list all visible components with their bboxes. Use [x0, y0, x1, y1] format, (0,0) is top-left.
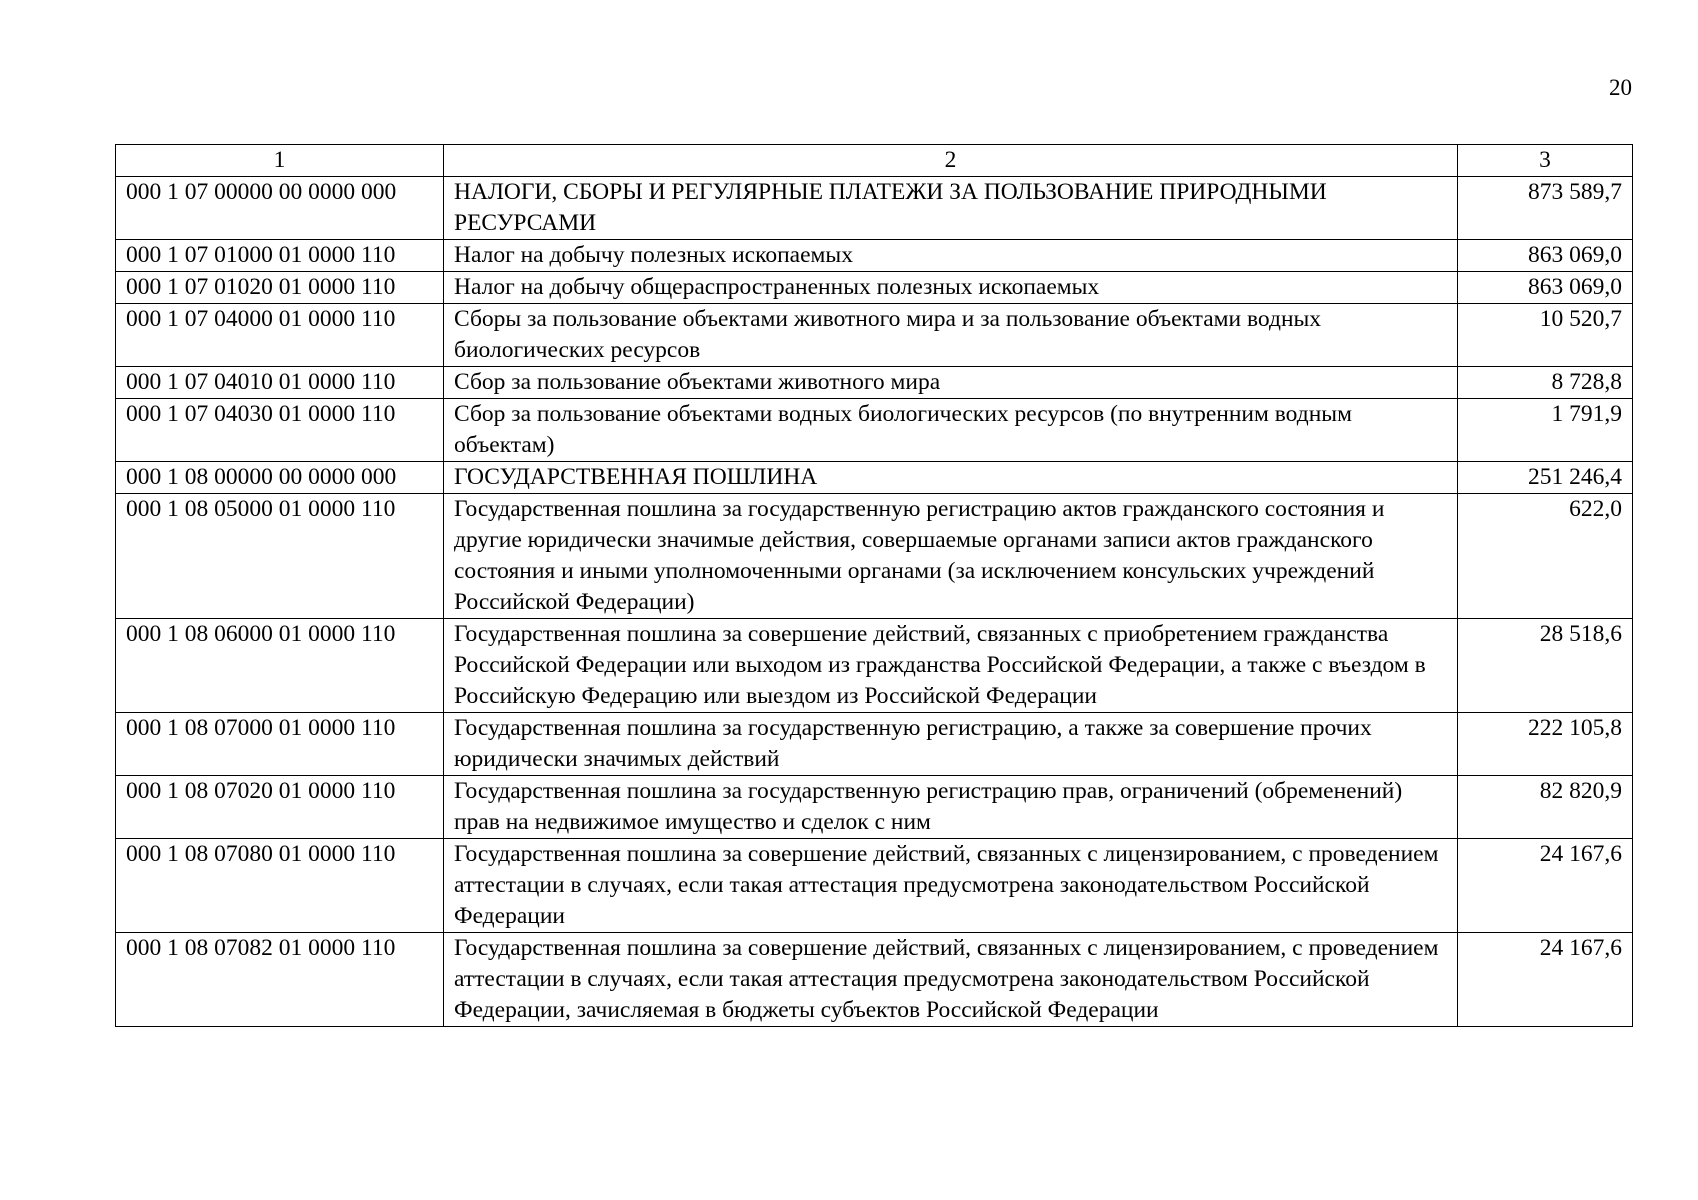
- row-code-cell: 000 1 07 01020 01 0000 110: [116, 272, 444, 304]
- row-code-cell: 000 1 08 06000 01 0000 110: [116, 619, 444, 713]
- row-name-cell: Государственная пошлина за государственную регистрацию прав, ограничений (обременений) прав на недвижимое имущество и сделок с ним: [444, 776, 1458, 839]
- table-row: [116, 304, 1633, 367]
- row-amount-cell: 24 167,6: [1458, 933, 1633, 1027]
- table-row: [116, 462, 1633, 494]
- row-name-cell: Государственная пошлина за государственную регистрацию актов гражданского состояния и другие юридически значимые действия, совершаемые органами записи актов гражданского состояния и иными уполномоченными органами (за исключением консульских учреждений Российской Федерации): [444, 494, 1458, 619]
- table-row: [116, 713, 1633, 776]
- row-code-cell: 000 1 07 04010 01 0000 110: [116, 367, 444, 399]
- budget-table: [115, 144, 1633, 1027]
- row-code-cell: 000 1 07 00000 00 0000 000: [116, 177, 444, 240]
- table-row: [116, 177, 1633, 240]
- row-code-cell: 000 1 07 04030 01 0000 110: [116, 399, 444, 462]
- row-code-cell: 000 1 08 07000 01 0000 110: [116, 713, 444, 776]
- table-row: [116, 367, 1633, 399]
- table-row: [116, 933, 1633, 1027]
- row-name-cell: Государственная пошлина за государственную регистрацию, а также за совершение прочих юридически значимых действий: [444, 713, 1458, 776]
- page-number: 20: [1609, 75, 1632, 100]
- row-code-cell: 000 1 08 07020 01 0000 110: [116, 776, 444, 839]
- row-name-cell: Налог на добычу полезных ископаемых: [444, 240, 1458, 272]
- row-name-cell: Сборы за пользование объектами животного мира и за пользование объектами водных биологических ресурсов: [444, 304, 1458, 367]
- table-row: [116, 619, 1633, 713]
- row-code-cell: 000 1 08 00000 00 0000 000: [116, 462, 444, 494]
- row-code-cell: 000 1 08 05000 01 0000 110: [116, 494, 444, 619]
- row-amount-cell: 251 246,4: [1458, 462, 1633, 494]
- column-header-amount: 3: [1458, 145, 1633, 177]
- row-amount-cell: 222 105,8: [1458, 713, 1633, 776]
- row-code-cell: 000 1 08 07080 01 0000 110: [116, 839, 444, 933]
- row-name-cell: Сбор за пользование объектами животного мира: [444, 367, 1458, 399]
- row-name-cell: НАЛОГИ, СБОРЫ И РЕГУЛЯРНЫЕ ПЛАТЕЖИ ЗА ПОЛЬЗОВАНИЕ ПРИРОДНЫМИ РЕСУРСАМИ: [444, 177, 1458, 240]
- row-code-cell: 000 1 07 04000 01 0000 110: [116, 304, 444, 367]
- row-name-cell: Налог на добычу общераспространенных полезных ископаемых: [444, 272, 1458, 304]
- table-row: [116, 494, 1633, 619]
- row-amount-cell: 82 820,9: [1458, 776, 1633, 839]
- row-amount-cell: 10 520,7: [1458, 304, 1633, 367]
- row-amount-cell: 1 791,9: [1458, 399, 1633, 462]
- table-row: [116, 839, 1633, 933]
- row-code-cell: 000 1 07 01000 01 0000 110: [116, 240, 444, 272]
- row-name-cell: Сбор за пользование объектами водных биологических ресурсов (по внутренним водным объектам): [444, 399, 1458, 462]
- row-amount-cell: 873 589,7: [1458, 177, 1633, 240]
- row-amount-cell: 8 728,8: [1458, 367, 1633, 399]
- table-row: [116, 399, 1633, 462]
- row-name-cell: Государственная пошлина за совершение действий, связанных с лицензированием, с проведением аттестации в случаях, если такая аттестация предусмотрена законодательством Российской Федерации: [444, 839, 1458, 933]
- row-name-cell: Государственная пошлина за совершение действий, связанных с приобретением гражданства Российской Федерации или выходом из гражданства Российской Федерации, а также с въездом в Российскую Федерацию или выездом из Российской Федерации: [444, 619, 1458, 713]
- column-header-code: 1: [116, 145, 444, 177]
- row-amount-cell: 622,0: [1458, 494, 1633, 619]
- table-row: [116, 240, 1633, 272]
- table-row: [116, 272, 1633, 304]
- table-row: [116, 776, 1633, 839]
- row-code-cell: 000 1 08 07082 01 0000 110: [116, 933, 444, 1027]
- row-amount-cell: 863 069,0: [1458, 240, 1633, 272]
- row-amount-cell: 28 518,6: [1458, 619, 1633, 713]
- row-name-cell: ГОСУДАРСТВЕННАЯ ПОШЛИНА: [444, 462, 1458, 494]
- row-amount-cell: 863 069,0: [1458, 272, 1633, 304]
- table-header-row: [116, 145, 1633, 177]
- row-name-cell: Государственная пошлина за совершение действий, связанных с лицензированием, с проведением аттестации в случаях, если такая аттестация предусмотрена законодательством Российской Федерации, зачисляемая в бюджеты субъектов Российской Федерации: [444, 933, 1458, 1027]
- table-body: [116, 145, 1633, 1027]
- column-header-name: 2: [444, 145, 1458, 177]
- row-amount-cell: 24 167,6: [1458, 839, 1633, 933]
